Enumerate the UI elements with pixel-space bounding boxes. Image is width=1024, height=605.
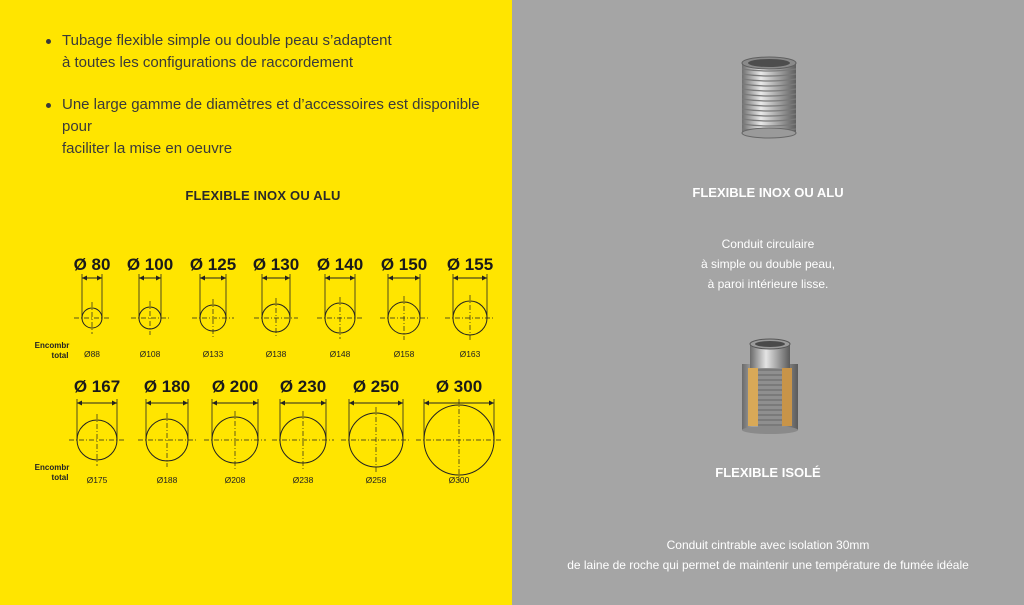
arrowhead [350, 276, 355, 281]
diagram-title: FLEXIBLE INOX OU ALU [185, 188, 341, 203]
total-size-label: Ø238 [292, 475, 314, 485]
diameter-label: Ø 140 [316, 255, 364, 274]
flexible-pipe-icon [732, 55, 806, 139]
diameter-label: Ø 180 [143, 377, 191, 396]
desc-line: à paroi intérieure lisse. [707, 277, 829, 291]
desc-line: Conduit circulaire [721, 237, 815, 251]
total-size-label: Ø258 [365, 475, 387, 485]
feature-item [44, 94, 494, 160]
arrowhead [325, 276, 330, 281]
product-title: FLEXIBLE INOX OU ALU [692, 185, 844, 200]
feature-line: à toutes les configurations de raccordement [62, 54, 353, 71]
arrowhead [285, 276, 290, 281]
product-description [512, 234, 1024, 294]
total-size-label: Ø158 [393, 349, 415, 359]
feature-line: faciliter la mise en oeuvre [62, 140, 233, 157]
insulated-pipe-icon [738, 338, 802, 434]
feature-line: pour [62, 118, 93, 135]
diameter-label: Ø 100 [126, 255, 174, 274]
arrowhead [424, 401, 429, 406]
arrowhead [146, 401, 151, 406]
feature-line: Une large gamme de diamètres et d’accessoires est disponible [62, 96, 480, 113]
arrowhead [398, 401, 403, 406]
total-size-label: Ø108 [139, 349, 161, 359]
arrowhead [200, 276, 205, 281]
arrowhead [156, 276, 161, 281]
arrowhead [253, 401, 258, 406]
diameter-label: Ø 150 [380, 255, 428, 274]
arrowhead [183, 401, 188, 406]
diameter-label: Ø 200 [211, 377, 259, 396]
total-size-label: Ø163 [459, 349, 481, 359]
encombr-label: total [51, 351, 69, 360]
arrowhead [77, 401, 82, 406]
total-size-label: Ø88 [83, 349, 101, 359]
encombr-label: Encombr [34, 463, 70, 472]
arrowhead [82, 276, 87, 281]
arrowhead [280, 401, 285, 406]
features-list [44, 30, 494, 180]
diameter-label: Ø 250 [352, 377, 400, 396]
feature-line: Tubage flexible simple ou double peau s’adaptent [62, 32, 392, 49]
arrowhead [453, 276, 458, 281]
diameter-label: Ø 300 [435, 377, 483, 396]
total-size-label: Ø133 [202, 349, 224, 359]
total-size-label: Ø188 [156, 475, 178, 485]
arrowhead [221, 276, 226, 281]
total-size-label: Ø300 [448, 475, 470, 485]
arrowhead [321, 401, 326, 406]
diameter-label: Ø 130 [252, 255, 300, 274]
diameter-label: Ø 167 [73, 377, 121, 396]
diameter-label: Ø 155 [446, 255, 494, 274]
product-title: FLEXIBLE ISOLÉ [715, 465, 821, 480]
desc-line: Conduit cintrable avec isolation 30mm [666, 538, 870, 552]
arrowhead [212, 401, 217, 406]
encombr-label: Encombr [34, 341, 70, 350]
total-size-label: Ø208 [224, 475, 246, 485]
arrowhead [97, 276, 102, 281]
arrowhead [482, 276, 487, 281]
arrowhead [415, 276, 420, 281]
diameter-label: Ø 125 [189, 255, 237, 274]
arrowhead [349, 401, 354, 406]
diameter-diagram [0, 230, 512, 505]
desc-line: à simple ou double peau, [700, 257, 836, 271]
total-size-label: Ø148 [329, 349, 351, 359]
diameter-label: Ø 230 [279, 377, 327, 396]
total-size-label: Ø138 [265, 349, 287, 359]
diameter-label: Ø 80 [73, 255, 111, 274]
product-description [512, 535, 1024, 575]
arrowhead [112, 401, 117, 406]
desc-line: de laine de roche qui permet de maintenir une température de fumée idéale [567, 558, 969, 572]
encombr-label: total [51, 473, 69, 482]
arrowhead [139, 276, 144, 281]
arrowhead [388, 276, 393, 281]
arrowhead [262, 276, 267, 281]
arrowhead [489, 401, 494, 406]
total-size-label: Ø175 [86, 475, 108, 485]
feature-item [44, 30, 494, 74]
